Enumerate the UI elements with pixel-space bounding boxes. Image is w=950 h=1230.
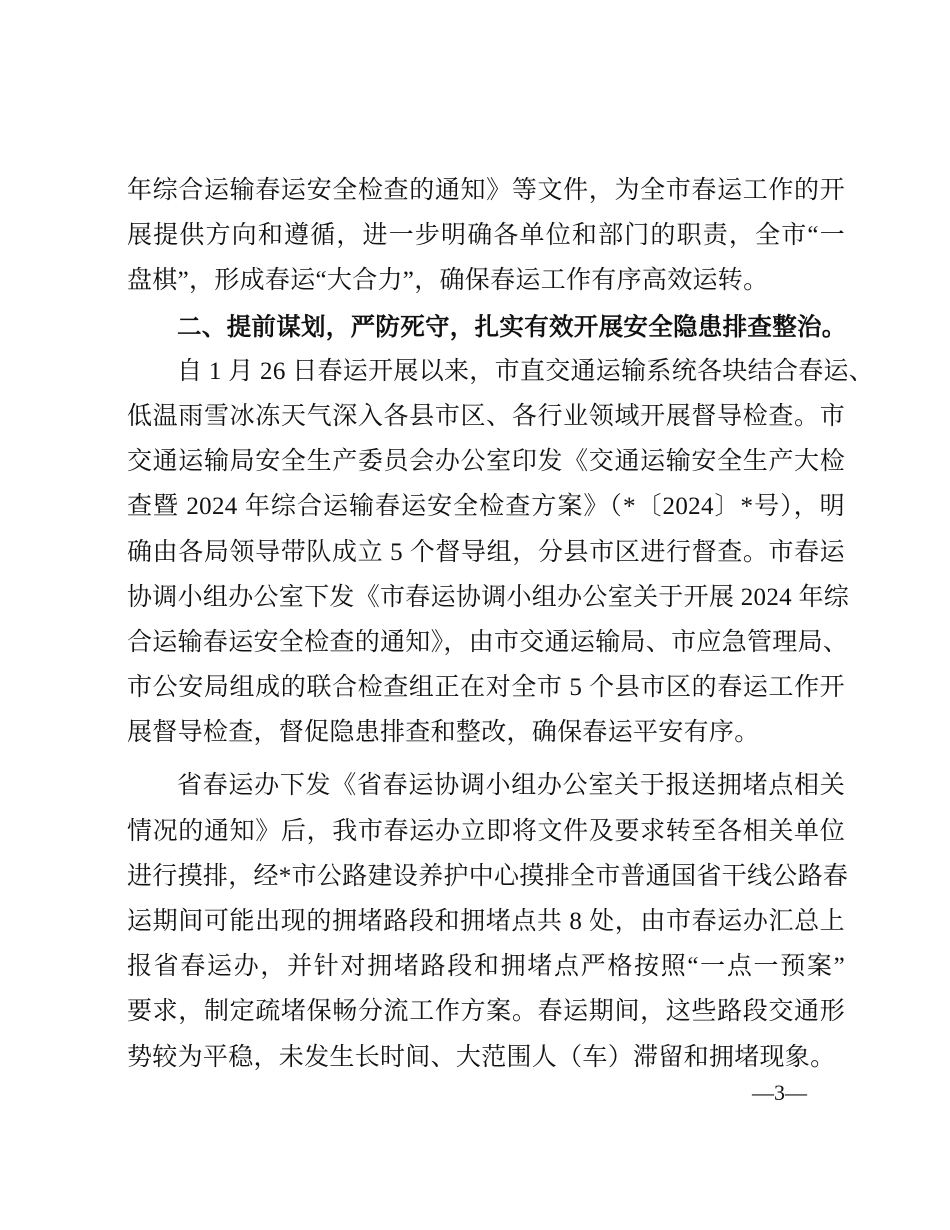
paragraph-inspection — [127, 349, 875, 756]
text-line: 协调小组办公室下发《市春运协调小组办公室关于开展 2024 年综 — [127, 583, 850, 611]
text-line: 交通运输局安全生产委员会办公室印发《交通运输安全生产大检 — [127, 448, 845, 476]
section-heading: 二、提前谋划，严防死守，扎实有效开展安全隐患排查整治。 — [177, 311, 847, 341]
text-line: 年综合运输春运安全检查的通知》等文件，为全市春运工作的开 — [127, 177, 845, 204]
document-body — [127, 168, 875, 1080]
text-line: 展督导检查，督促隐患排查和整改，确保春运平安有序。 — [127, 719, 760, 747]
page-number: —3— — [752, 1080, 807, 1105]
text-line: 低温雨雪冰冻天气深入各县市区、各行业领域开展督导检查。市 — [127, 402, 845, 430]
text-line: 情况的通知》后，我市春运办立即将文件及要求转至各相关单位 — [127, 817, 845, 845]
text-line: 确由各局领导带队成立 5 个督导组，分县市区进行督查。市春运 — [127, 538, 845, 566]
paragraph-continuation — [127, 168, 845, 304]
text-line: 市公安局组成的联合检查组正在对全市 5 个县市区的春运工作开 — [127, 674, 845, 702]
text-line: 自 1 月 26 日春运开展以来，市直交通运输系统各块结合春运、 — [177, 357, 875, 385]
text-line: 要求，制定疏堵保畅分流工作方案。春运期间，这些路段交通形 — [127, 998, 845, 1026]
text-line: 省春运办下发《省春运协调小组办公室关于报送拥堵点相关 — [177, 772, 845, 800]
paragraph-congestion — [127, 763, 849, 1079]
text-line: 运期间可能出现的拥堵路段和拥堵点共 8 处，由市春运办汇总上 — [127, 908, 845, 935]
text-line: 势较为平稳，未发生长时间、大范围人（车）滞留和拥堵现象。 — [127, 1043, 836, 1071]
text-line: 展提供方向和遵循，进一步明确各单位和部门的职责，全市“一 — [127, 222, 845, 250]
text-line: 报省春运办，并针对拥堵路段和拥堵点严格按照“一点一预案” — [127, 953, 845, 981]
text-line: 盘棋”，形成春运“大合力”，确保春运工作有序高效运转。 — [127, 267, 769, 295]
text-line: 合运输春运安全检查的通知》，由市交通运输局、市应急管理局、 — [127, 628, 849, 656]
text-line: 进行摸排，经*市公路建设养护中心摸排全市普通国省干线公路春 — [127, 862, 849, 890]
text-line: 查暨 2024 年综合运输春运安全检查方案》（*〔2024〕*号），明 — [127, 493, 845, 521]
